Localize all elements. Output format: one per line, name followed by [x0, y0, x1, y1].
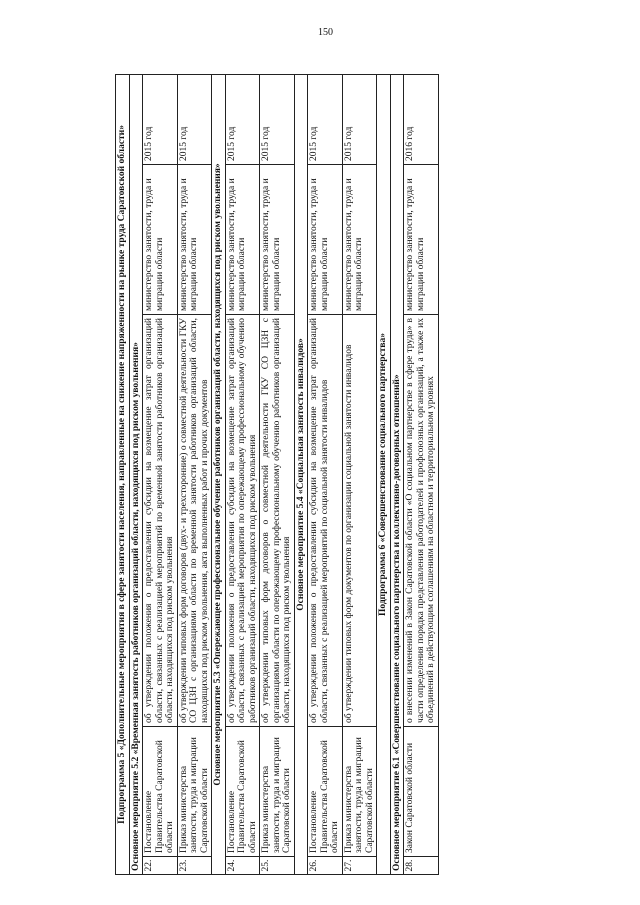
table-row [404, 74, 439, 874]
table-row [260, 74, 295, 874]
rotated-page [115, 75, 530, 875]
responsible-executor: министерство занятости, труда и миграции области [260, 165, 295, 315]
row-number: 22. [143, 857, 178, 875]
document-description: об утверждении положения о предоставлении субсидии на возмещение затрат организаций области, связанных с реализацией мероприятий по временной занятости работников организаций области, находящихся под риском увольнения [143, 315, 178, 727]
document-description: об утверждении типовых форм документов по организации социальной занятости инвалидов [342, 315, 377, 727]
subprogram5-row [116, 74, 130, 874]
document-type: Постановление Правительства Саратовской области [308, 727, 343, 857]
measure54-header: Основное мероприятие 5.4 «Социальная занятость инвалидов» [294, 74, 308, 874]
table-row [143, 74, 178, 874]
subprogram5-header: Подпрограмма 5 «Дополнительные мероприятия в сфере занятости населения, направленные на снижение напряженности на рынке труда Саратовской области» [116, 74, 130, 874]
document-type: Приказ министерства занятости, труда и миграции Саратовской области [177, 727, 212, 857]
document-description: об утверждении положения о предоставлении субсидии на возмещение затрат организаций области, связанных с реализацией мероприятий по социальной занятости инвалидов [308, 315, 343, 727]
measure52-header: Основное мероприятие 5.2 «Временная занятость работников организаций области, находящихся под риском увольнения» [129, 74, 143, 874]
table-row [342, 74, 377, 874]
document-description: о внесении изменений в Закон Саратовской области «О социальном партнерстве в сфере труда» в части определения порядка представления работодателей и профсоюзных организаций, а также их объединений в действующим соглашениям на областном и территориальном уровнях [404, 315, 439, 727]
measure52-row [129, 74, 143, 874]
row-number: 23. [177, 857, 212, 875]
responsible-executor: министерство занятости, труда и миграции области [225, 165, 260, 315]
document-type: Закон Саратовской области [404, 727, 439, 857]
deadline: 2015 год [177, 74, 212, 164]
responsible-executor: министерство занятости, труда и миграции области [404, 165, 439, 315]
document-type: Постановление Правительства Саратовской области [225, 727, 260, 857]
table-row [177, 74, 212, 874]
deadline: 2015 год [143, 74, 178, 164]
document-type: Приказ министерства занятости, труда и миграции Саратовской области [260, 727, 295, 857]
document-type: Постановление Правительства Саратовской области [143, 727, 178, 857]
responsible-executor: министерство занятости, труда и миграции области [177, 165, 212, 315]
document-description: об утверждении типовых форм договоров о совместной деятельности ГКУ СО ЦЗН с организациями области по опережающему профессиональному обучению работников организаций области, находящихся под риском увольнения [260, 315, 295, 727]
measure61-header: Основное мероприятие 6.1 «Совершенствование социального партнерства и коллективно-договорных отношений» [390, 74, 404, 874]
deadline: 2015 год [260, 74, 295, 164]
row-number: 24. [225, 857, 260, 875]
document-description: об утверждении положения о предоставлении субсидии на возмещение затрат организаций области, связанных с реализацией мероприятия по опережающему профессиональному обучению работников организаций области, находящихся под риском увольнения [225, 315, 260, 727]
responsible-executor: министерство занятости, труда и миграции области [342, 165, 377, 315]
row-number: 26. [308, 857, 343, 875]
document-description: об утверждении типовых форм договоров (двух- и трехсторонние) о совместной деятельности ГКУ СО ЦЗН с организациями области по временной занятости работников организаций области, находящихся под риском увольнения, акта выполненных работ и прочих документов [177, 315, 212, 727]
measure61-row [390, 74, 404, 874]
deadline: 2015 год [342, 74, 377, 164]
deadline: 2016 год [404, 74, 439, 164]
subprogram6-row [377, 74, 391, 874]
responsible-executor: министерство занятости, труда и миграции области [308, 165, 343, 315]
deadline: 2015 год [308, 74, 343, 164]
document-type: Приказ министерства занятости, труда и миграции Саратовской области [342, 727, 377, 857]
row-number: 27. [342, 857, 377, 875]
table-row [308, 74, 343, 874]
row-number: 28. [404, 857, 439, 875]
measure54-row [294, 74, 308, 874]
row-number: 25. [260, 857, 295, 875]
page-number: 150 [318, 27, 333, 38]
deadline: 2015 год [225, 74, 260, 164]
measure53-header: Основное мероприятие 5.3 «Опережающее профессиональное обучение работников организаций области, находящихся под риском увольнения» [212, 74, 226, 874]
responsible-executor: министерство занятости, труда и миграции области [143, 165, 178, 315]
legal-acts-table [115, 74, 439, 875]
subprogram6-header: Подпрограмма 6 «Совершенствование социального партнерства» [377, 74, 391, 874]
table-row [225, 74, 260, 874]
measure53-row [212, 74, 226, 874]
